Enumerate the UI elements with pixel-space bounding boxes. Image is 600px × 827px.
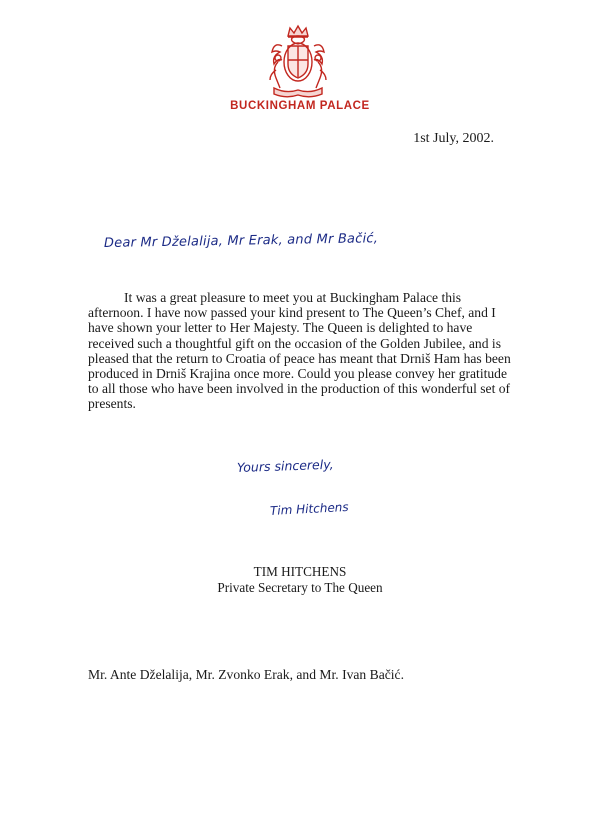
letter-date: 1st July, 2002. (413, 131, 494, 146)
handwritten-closing: Yours sincerely, (236, 456, 334, 475)
recipients-line: Mr. Ante Dželalija, Mr. Zvonko Erak, and Mr. Ivan Bačić. (88, 667, 404, 682)
handwritten-signature: Tim Hitchens (269, 499, 349, 518)
body-paragraph: It was a great pleasure to meet you at Buckingham Palace this afternoon. I have now passed your kind present to The Queen’s Chef, and I have shown your letter to Her Majesty. The Queen is delighted to have received such a thoughtful gift on the occasion of the Golden Jubilee, and is pleased that the return to Croatia of peace has meant that Drniš Ham has been produced in Drniš Krajina once more. Could you please convey her gratitude to all those who have been involved in the production of this wonderful set of presents. (88, 290, 511, 412)
signer-title: Private Secretary to The Queen (217, 580, 383, 595)
signer-name: TIM HITCHENS (253, 564, 347, 579)
handwritten-salutation: Dear Mr Dželalija, Mr Erak, and Mr Bačić, (103, 231, 379, 251)
letter-body (88, 290, 512, 412)
royal-crest-icon (262, 22, 334, 100)
letterhead-title: BUCKINGHAM PALACE (230, 100, 370, 112)
